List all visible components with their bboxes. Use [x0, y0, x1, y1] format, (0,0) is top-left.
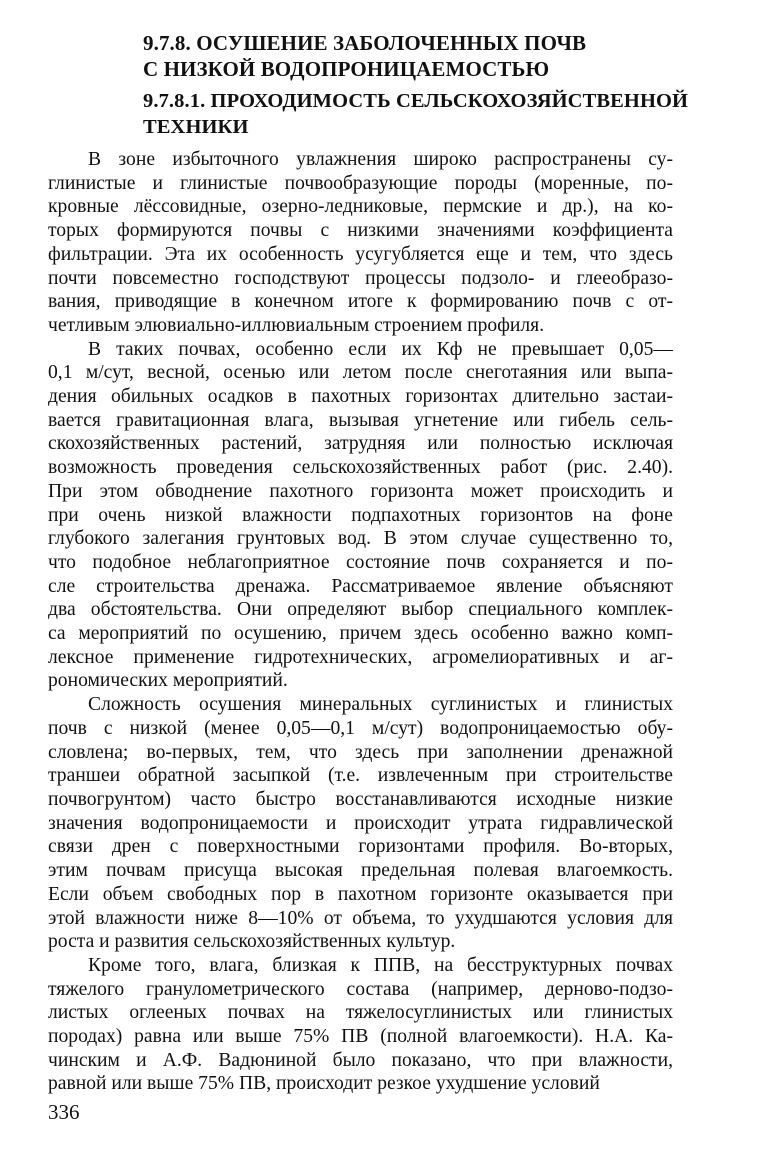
text-line: породах) равна или выше 75% ПВ (полной влагоемкости). Н.А. Ка-	[48, 1026, 673, 1048]
paragraph	[48, 338, 673, 694]
text-line: почвогрунтом) часто быстро восстанавливаются исходные низкие	[48, 788, 673, 810]
text-line: чинским и А.Ф. Вадюниной было показано, что при влажности,	[48, 1049, 673, 1071]
text-line: вается гравитационная влага, вызывая угнетение или гибель сель-	[48, 409, 673, 431]
text-line: лексное применение гидротехнических, агромелиоративных и аг-	[48, 646, 673, 668]
text-line: торых формируются почвы с низкими значениями коэффициента	[48, 220, 673, 242]
text-line: 0,1 м/сут, весной, осенью или летом после снеготаяния или выпа-	[48, 362, 673, 384]
text-line: При этом обводнение пахотного горизонта может происходить и	[48, 480, 673, 502]
text-line: сле строительства дренажа. Рассматриваемое явление объясняют	[48, 575, 673, 597]
text-line: словлена; во-первых, тем, что здесь при заполнении дренажной	[48, 741, 673, 763]
text-line: В зоне избыточного увлажнения широко распространены су-	[88, 149, 673, 170]
text-line: Если объем свободных пор в пахотном горизонте оказывается при	[48, 883, 673, 905]
text-line: траншеи обратной засыпкой (т.е. извлеченным при строительстве	[48, 765, 673, 787]
text-line: В таких почвах, особенно если их Кф не превышает 0,05—	[88, 338, 673, 360]
text-line: почв с низкой (менее 0,05—0,1 м/сут) водопроницаемостью обу-	[48, 717, 673, 739]
text-line: тяжелого гранулометрического состава (например, дерново-подзо-	[48, 978, 673, 1000]
text-line: что подобное неблагоприятное состояние почв сохраняется и по-	[48, 551, 673, 573]
page-number: 336	[48, 1100, 80, 1124]
text-line: роста и развития сельскохозяйственных культур.	[48, 931, 456, 953]
text-line: этой влажности ниже 8—10% от объема, то ухудшаются условия для	[48, 907, 673, 929]
text-line: листых оглееных почвах на тяжелосуглинистых или глинистых	[48, 1002, 673, 1024]
subsection-heading-line: ТЕХНИКИ	[143, 116, 249, 138]
paragraph	[48, 954, 673, 1096]
text-line: почти повсеместно господствуют процессы подзоло- и глееобразо-	[48, 267, 673, 289]
text-line: Сложность осушения минеральных суглинистых и глинистых	[88, 694, 673, 716]
text-line: четливым элювиально-иллювиальным строением профиля.	[48, 314, 545, 336]
text-line: равной или выше 75% ПВ, происходит резкое ухудшение условий	[48, 1073, 600, 1095]
subsection-heading-line: 9.7.8.1. ПРОХОДИМОСТЬ СЕЛЬСКОХОЗЯЙСТВЕННОЙ	[143, 90, 689, 112]
text-line: кровные лёссовидные, озерно-ледниковые, пермские и др.), на ко-	[48, 196, 673, 218]
subsection-heading	[143, 88, 688, 140]
text-line: фильтрации. Эта их особенность усугубляется еще и тем, что здесь	[48, 243, 673, 265]
section-heading-line: 9.7.8. ОСУШЕНИЕ ЗАБОЛОЧЕННЫХ ПОЧВ	[143, 31, 587, 55]
text-line: скохозяйственных растений, затрудняя или полностью исключая	[48, 433, 673, 455]
text-line: два обстоятельства. Они определяют выбор специального комплек-	[48, 599, 673, 621]
text-line: са мероприятий по осушению, причем здесь особенно важно комп-	[48, 623, 673, 645]
section-heading	[143, 30, 586, 82]
text-line: вания, приводящие в конечном итоге к формированию почв с от-	[48, 291, 673, 313]
text-line: значения водопроницаемости и происходит утрата гидравлической	[48, 812, 673, 834]
text-line: дения обильных осадков в пахотных горизонтах длительно застаи-	[48, 386, 673, 408]
text-line: этим почвам присуща высокая предельная полевая влагоемкость.	[48, 860, 673, 882]
text-line: Кроме того, влага, близкая к ППВ, на бесструктурных почвах	[88, 954, 673, 976]
text-line: глубокого залегания грунтовых вод. В этом случае существенно то,	[48, 528, 673, 550]
paragraph	[48, 693, 673, 954]
text-line: при очень низкой влажности подпахотных горизонтов на фоне	[48, 504, 673, 526]
section-heading-line: С НИЗКОЙ ВОДОПРОНИЦАЕМОСТЬЮ	[143, 57, 550, 81]
paragraph	[48, 148, 673, 338]
text-line: связи дрен с поверхностными горизонтами профиля. Во-вторых,	[48, 836, 673, 858]
text-line: возможность проведения сельскохозяйственных работ (рис. 2.40).	[48, 457, 673, 479]
text-line: глинистые и глинистые почвообразующие породы (моренные, по-	[48, 172, 673, 194]
body-text	[48, 148, 673, 1096]
text-line: рономических мероприятий.	[48, 670, 288, 692]
